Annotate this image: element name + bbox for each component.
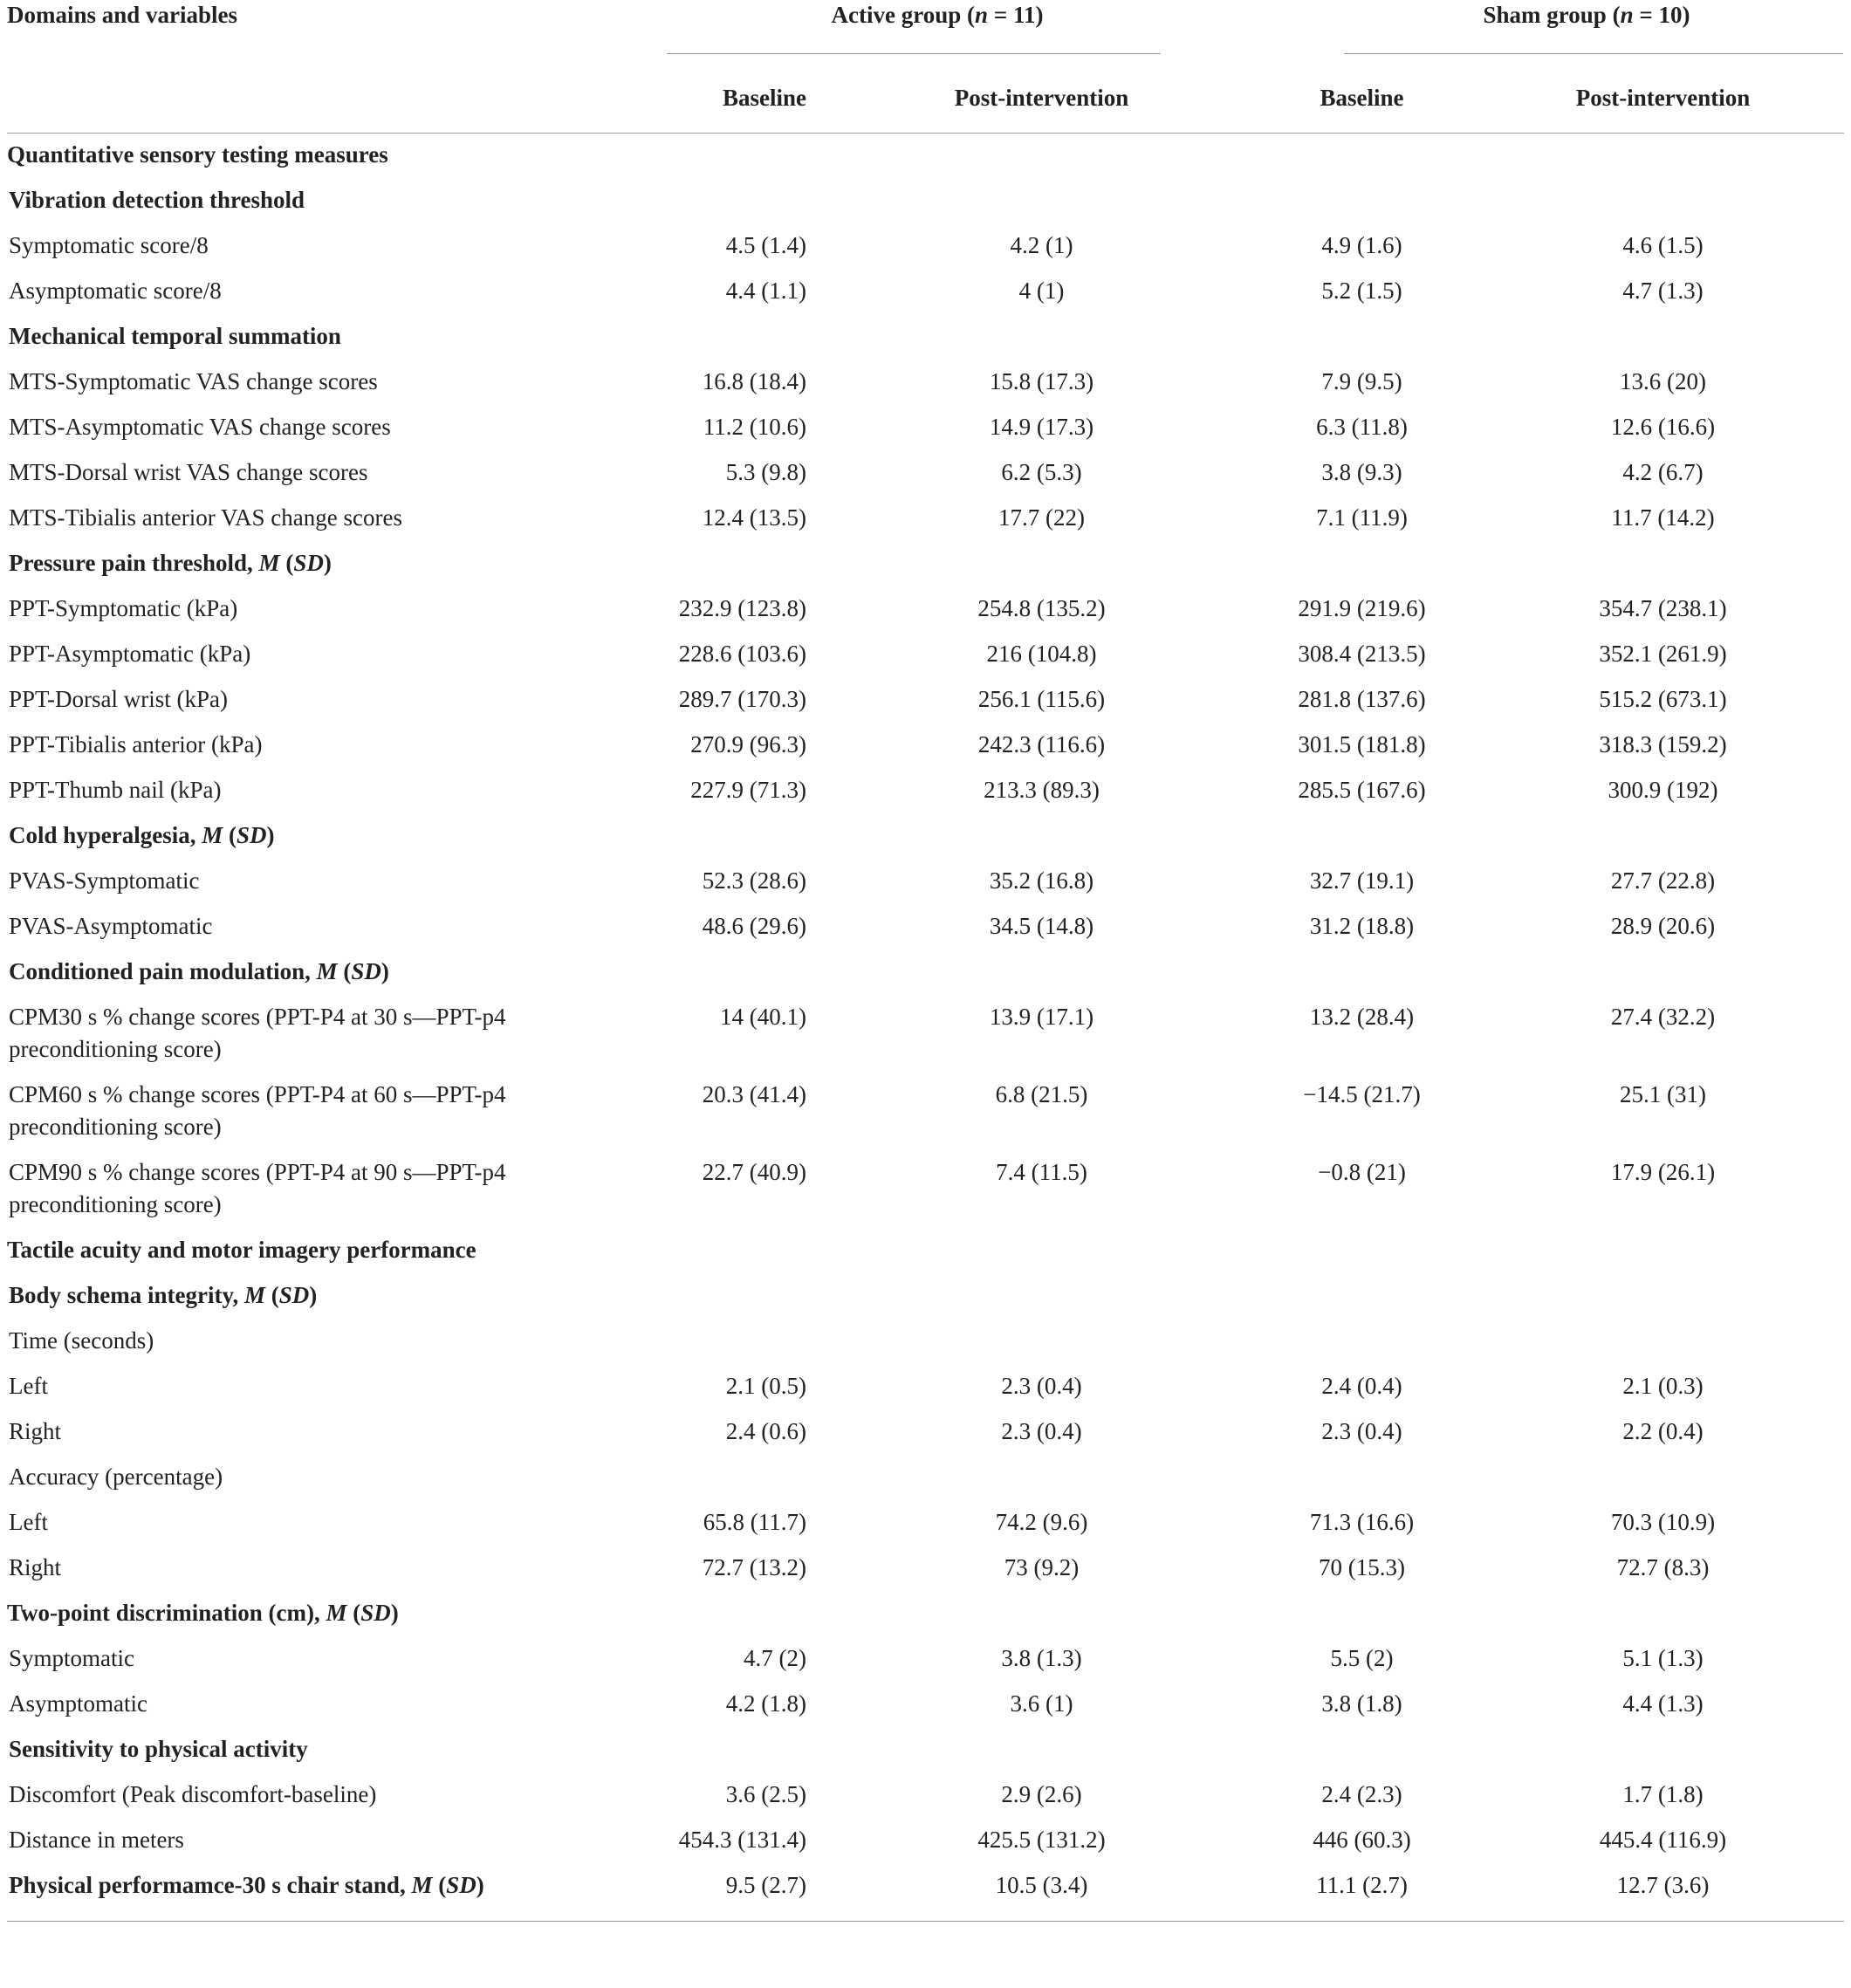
- table-cell: 2.2 (0.4): [1622, 1418, 1704, 1444]
- table-row: [7, 1636, 1844, 1682]
- subsection-header-row: [7, 813, 1844, 859]
- table-cell: 213.3 (89.3): [984, 777, 1100, 803]
- table-cell: 352.1 (261.9): [1599, 641, 1727, 667]
- subsection-header-row: [7, 1863, 1844, 1909]
- table-row: [7, 768, 1844, 813]
- table-cell: 25.1 (31): [1620, 1081, 1706, 1107]
- table-cell: [1224, 1455, 1508, 1500]
- table-cell: [1508, 133, 1844, 178]
- table-cell: 5.1 (1.3): [1622, 1645, 1704, 1671]
- table-cell: 3.6 (1): [1010, 1690, 1073, 1717]
- section-header-row: [7, 1228, 1844, 1273]
- table-cell: 11.2 (10.6): [703, 414, 806, 440]
- header-bottom-rule: [7, 133, 1844, 134]
- table-cell: [1224, 133, 1508, 178]
- table-cell: 4.9 (1.6): [1321, 232, 1402, 258]
- table-cell: [1508, 1273, 1844, 1319]
- table-cell: 13.2 (28.4): [1309, 1004, 1415, 1030]
- row-label: PPT-Tibialis anterior (kPa): [9, 731, 263, 757]
- row-label: Vibration detection threshold: [9, 187, 305, 213]
- table-cell: [641, 1591, 833, 1636]
- table-cell: 11.1 (2.7): [1316, 1872, 1408, 1898]
- table-cell: 7.4 (11.5): [996, 1159, 1087, 1185]
- table-cell: 228.6 (103.6): [678, 641, 806, 667]
- table-cell: [641, 314, 833, 360]
- table-cell: 4.4 (1.1): [725, 278, 806, 304]
- table-cell: [833, 178, 1224, 223]
- active-baseline-header: Baseline: [722, 85, 806, 111]
- table-cell: [1508, 1591, 1844, 1636]
- table-cell: 31.2 (18.8): [1309, 913, 1415, 939]
- table-row: [7, 1409, 1844, 1455]
- table-cell: 27.7 (22.8): [1610, 867, 1716, 894]
- table-cell: [641, 1273, 833, 1319]
- table-cell: 16.8 (18.4): [702, 368, 806, 394]
- table-row: [7, 405, 1844, 450]
- table-cell: 32.7 (19.1): [1309, 867, 1415, 894]
- row-label: Asymptomatic: [9, 1690, 147, 1717]
- row-label: Sensitivity to physical activity: [9, 1736, 308, 1762]
- table-cell: [1224, 1727, 1508, 1772]
- table-row: [7, 1319, 1844, 1364]
- table-cell: 12.6 (16.6): [1610, 414, 1716, 440]
- table-cell: 73 (9.2): [1004, 1554, 1080, 1580]
- table-cell: 4.5 (1.4): [725, 232, 806, 258]
- sham-group-rule: [1344, 53, 1843, 54]
- table-cell: 301.5 (181.8): [1298, 731, 1426, 757]
- table-cell: 445.4 (116.9): [1599, 1827, 1727, 1853]
- table-row: [7, 632, 1844, 677]
- active-post-header: Post-intervention: [954, 85, 1129, 111]
- subsection-header-row: [7, 178, 1844, 223]
- section-header-row: [7, 1591, 1844, 1636]
- table-cell: [1508, 314, 1844, 360]
- results-table: [7, 0, 1844, 1909]
- table-cell: 72.7 (8.3): [1616, 1554, 1710, 1580]
- table-cell: 7.9 (9.5): [1321, 368, 1402, 394]
- row-label: Physical performamce-30 s chair stand, M (SD): [9, 1872, 484, 1898]
- table-cell: 3.8 (1.8): [1321, 1690, 1402, 1717]
- table-cell: [1508, 1455, 1844, 1500]
- table-cell: [833, 1273, 1224, 1319]
- table-cell: 65.8 (11.7): [703, 1509, 806, 1535]
- table-cell: [1224, 541, 1508, 586]
- table-cell: [1224, 813, 1508, 859]
- table-cell: 270.9 (96.3): [690, 731, 806, 757]
- subsection-header-row: [7, 314, 1844, 360]
- table-cell: 232.9 (123.8): [678, 595, 806, 621]
- table-cell: 3.8 (9.3): [1321, 459, 1402, 485]
- table-cell: 48.6 (29.6): [702, 913, 806, 939]
- row-label: Asymptomatic score/8: [9, 278, 222, 304]
- table-row: [7, 1818, 1844, 1863]
- row-label: Cold hyperalgesia, M (SD): [9, 822, 275, 848]
- subsection-header-row: [7, 541, 1844, 586]
- table-row: [7, 1546, 1844, 1591]
- table-cell: 354.7 (238.1): [1599, 595, 1727, 621]
- subsection-header-row: [7, 949, 1844, 995]
- table-cell: 6.2 (5.3): [1001, 459, 1082, 485]
- row-label: Tactile acuity and motor imagery performance: [7, 1237, 476, 1263]
- table-cell: [833, 1319, 1224, 1364]
- table-cell: [833, 1455, 1224, 1500]
- table-cell: 300.9 (192): [1608, 777, 1718, 803]
- table-row: [7, 450, 1844, 496]
- table-cell: 6.3 (11.8): [1316, 414, 1408, 440]
- label-column-header: Domains and variables: [7, 2, 238, 28]
- table-cell: [1224, 1228, 1508, 1273]
- table-cell: 4.7 (1.3): [1622, 278, 1704, 304]
- table-cell: [641, 178, 833, 223]
- table-cell: 71.3 (16.6): [1309, 1509, 1415, 1535]
- row-label: PVAS-Asymptomatic: [9, 913, 213, 939]
- table-cell: 5.3 (9.8): [725, 459, 806, 485]
- active-group-header: Active group (n = 11): [831, 2, 1044, 28]
- table-cell: [641, 1455, 833, 1500]
- table-cell: 454.3 (131.4): [678, 1827, 806, 1853]
- table-cell: 11.7 (14.2): [1611, 504, 1715, 531]
- row-label: PPT-Symptomatic (kPa): [9, 595, 238, 621]
- table-cell: 12.7 (3.6): [1616, 1872, 1710, 1898]
- row-label: Conditioned pain modulation, M (SD): [9, 958, 389, 984]
- row-label: Symptomatic: [9, 1645, 134, 1671]
- table-cell: 52.3 (28.6): [702, 867, 806, 894]
- table-cell: 13.6 (20): [1620, 368, 1706, 394]
- table-cell: 34.5 (14.8): [989, 913, 1094, 939]
- table-cell: 20.3 (41.4): [702, 1081, 806, 1107]
- table-cell: [641, 541, 833, 586]
- table-cell: [1224, 1319, 1508, 1364]
- table-cell: 17.7 (22): [998, 504, 1085, 531]
- table-cell: 227.9 (71.3): [690, 777, 806, 803]
- table-cell: [833, 1591, 1224, 1636]
- row-label: Mechanical temporal summation: [9, 323, 341, 349]
- row-label: PPT-Thumb nail (kPa): [9, 777, 222, 803]
- row-label: MTS-Asymptomatic VAS change scores: [9, 414, 391, 440]
- table-cell: [1508, 949, 1844, 995]
- table-cell: [641, 813, 833, 859]
- table-cell: 2.4 (0.4): [1321, 1373, 1402, 1399]
- row-label: Body schema integrity, M (SD): [9, 1282, 318, 1308]
- table-cell: 2.4 (0.6): [725, 1418, 806, 1444]
- table-cell: [1508, 1319, 1844, 1364]
- table-cell: [1508, 1727, 1844, 1772]
- table-cell: 2.3 (0.4): [1001, 1373, 1082, 1399]
- table-row: [7, 904, 1844, 949]
- table-cell: 5.2 (1.5): [1321, 278, 1402, 304]
- table-row: [7, 995, 1844, 1073]
- table-cell: 4.2 (1.8): [725, 1690, 806, 1717]
- table-cell: [833, 1727, 1224, 1772]
- table-cell: 6.8 (21.5): [995, 1081, 1088, 1107]
- table-cell: [1508, 178, 1844, 223]
- table-cell: 74.2 (9.6): [995, 1509, 1088, 1535]
- table-cell: 3.8 (1.3): [1001, 1645, 1082, 1671]
- table-row: [7, 360, 1844, 405]
- table-cell: [833, 1228, 1224, 1273]
- table-row: [7, 1150, 1844, 1228]
- table-cell: 14.9 (17.3): [989, 414, 1094, 440]
- table-cell: 28.9 (20.6): [1610, 913, 1716, 939]
- table-cell: [1508, 813, 1844, 859]
- table-cell: 13.9 (17.1): [989, 1004, 1094, 1030]
- row-label: Right: [9, 1554, 62, 1580]
- table-cell: [833, 813, 1224, 859]
- table-row: [7, 1682, 1844, 1727]
- table-cell: 515.2 (673.1): [1599, 686, 1727, 712]
- table-cell: 4.2 (1): [1010, 232, 1073, 258]
- table-cell: 72.7 (13.2): [702, 1554, 806, 1580]
- row-label: Accuracy (percentage): [9, 1464, 223, 1490]
- table-row: [7, 223, 1844, 269]
- row-label: CPM60 s % change scores (PPT-P4 at 60 s—PPT-p4 preconditioning score): [9, 1081, 506, 1140]
- table-cell: [641, 133, 833, 178]
- table-row: [7, 723, 1844, 768]
- table-cell: 14 (40.1): [720, 1004, 806, 1030]
- table-cell: [833, 314, 1224, 360]
- row-label: MTS-Tibialis anterior VAS change scores: [9, 504, 402, 531]
- table-cell: 17.9 (26.1): [1610, 1159, 1716, 1185]
- table-row: [7, 1455, 1844, 1500]
- table-cell: [641, 1228, 833, 1273]
- row-label: CPM90 s % change scores (PPT-P4 at 90 s—PPT-p4 preconditioning score): [9, 1159, 506, 1217]
- row-label: Left: [9, 1373, 48, 1399]
- sham-group-header: Sham group (n = 10): [1483, 2, 1690, 28]
- table-cell: [641, 949, 833, 995]
- table-cell: [833, 541, 1224, 586]
- table-cell: [1224, 1273, 1508, 1319]
- table-cell: 2.1 (0.3): [1622, 1373, 1704, 1399]
- row-label: MTS-Symptomatic VAS change scores: [9, 368, 378, 394]
- table-cell: 10.5 (3.4): [995, 1872, 1088, 1898]
- table-cell: 70 (15.3): [1319, 1554, 1405, 1580]
- table-cell: 254.8 (135.2): [977, 595, 1106, 621]
- table-cell: 291.9 (219.6): [1298, 595, 1426, 621]
- table-cell: 2.9 (2.6): [1001, 1781, 1082, 1807]
- table-cell: [1224, 314, 1508, 360]
- table-cell: 289.7 (170.3): [678, 686, 806, 712]
- row-label: Pressure pain threshold, M (SD): [9, 550, 332, 576]
- table-row: [7, 1500, 1844, 1546]
- row-label: Right: [9, 1418, 62, 1444]
- row-label: CPM30 s % change scores (PPT-P4 at 30 s—PPT-p4 preconditioning score): [9, 1004, 506, 1062]
- table-cell: 318.3 (159.2): [1599, 731, 1727, 757]
- table-cell: 2.3 (0.4): [1001, 1418, 1082, 1444]
- table-cell: 12.4 (13.5): [702, 504, 806, 531]
- table-cell: [833, 133, 1224, 178]
- table-row: [7, 1364, 1844, 1409]
- row-label: PVAS-Symptomatic: [9, 867, 200, 894]
- row-label: MTS-Dorsal wrist VAS change scores: [9, 459, 368, 485]
- row-label: Distance in meters: [9, 1827, 184, 1853]
- row-label: PPT-Asymptomatic (kPa): [9, 641, 251, 667]
- subsection-header-row: [7, 1727, 1844, 1772]
- table-cell: 7.1 (11.9): [1316, 504, 1408, 531]
- table-row: [7, 859, 1844, 904]
- table-cell: [1224, 949, 1508, 995]
- table-cell: 27.4 (32.2): [1610, 1004, 1716, 1030]
- table-row: [7, 586, 1844, 632]
- table-cell: 5.5 (2): [1330, 1645, 1394, 1671]
- table-row: [7, 1772, 1844, 1818]
- table-cell: 35.2 (16.8): [989, 867, 1094, 894]
- table-cell: 4.4 (1.3): [1622, 1690, 1704, 1717]
- table-cell: −14.5 (21.7): [1303, 1081, 1421, 1107]
- table-row: [7, 269, 1844, 314]
- table-cell: 4.6 (1.5): [1622, 232, 1704, 258]
- table-cell: 4 (1): [1018, 278, 1065, 304]
- table-cell: −0.8 (21): [1318, 1159, 1406, 1185]
- table-cell: 308.4 (213.5): [1298, 641, 1426, 667]
- table-cell: 2.3 (0.4): [1321, 1418, 1402, 1444]
- table-cell: 2.4 (2.3): [1321, 1781, 1402, 1807]
- row-label: Time (seconds): [9, 1327, 154, 1354]
- row-label: Discomfort (Peak discomfort-baseline): [9, 1781, 377, 1807]
- table-row: [7, 496, 1844, 541]
- table-cell: 1.7 (1.8): [1622, 1781, 1704, 1807]
- sham-baseline-header: Baseline: [1320, 85, 1404, 111]
- row-label: Two-point discrimination (cm), M (SD): [7, 1600, 399, 1626]
- table-cell: 281.8 (137.6): [1298, 686, 1426, 712]
- table-body: [7, 133, 1844, 1909]
- table-cell: 242.3 (116.6): [977, 731, 1106, 757]
- table-cell: 446 (60.3): [1313, 1827, 1411, 1853]
- table-cell: 216 (104.8): [986, 641, 1097, 667]
- table-cell: [641, 1319, 833, 1364]
- sham-post-header: Post-intervention: [1575, 85, 1751, 111]
- table-cell: 2.1 (0.5): [725, 1373, 806, 1399]
- table-cell: [1224, 1591, 1508, 1636]
- table-cell: 4.7 (2): [744, 1645, 806, 1671]
- table-row: [7, 1073, 1844, 1150]
- table-cell: [641, 1727, 833, 1772]
- row-label: Left: [9, 1509, 48, 1535]
- table-cell: [1508, 1228, 1844, 1273]
- active-group-rule: [667, 53, 1161, 54]
- table-cell: 70.3 (10.9): [1610, 1509, 1716, 1535]
- table-cell: [833, 949, 1224, 995]
- table-cell: 9.5 (2.7): [725, 1872, 806, 1898]
- table-bottom-rule: [7, 1921, 1844, 1922]
- table-cell: 256.1 (115.6): [977, 686, 1106, 712]
- row-label: Symptomatic score/8: [9, 232, 209, 258]
- table-cell: [1508, 541, 1844, 586]
- table-cell: [1224, 178, 1508, 223]
- section-header-row: [7, 133, 1844, 178]
- row-label: Quantitative sensory testing measures: [7, 141, 388, 168]
- table-cell: 425.5 (131.2): [977, 1827, 1106, 1853]
- table-cell: 3.6 (2.5): [725, 1781, 806, 1807]
- table-cell: 15.8 (17.3): [989, 368, 1094, 394]
- row-label: PPT-Dorsal wrist (kPa): [9, 686, 229, 712]
- table-cell: 22.7 (40.9): [702, 1159, 806, 1185]
- table-cell: 4.2 (6.7): [1622, 459, 1704, 485]
- subsection-header-row: [7, 1273, 1844, 1319]
- table-cell: 285.5 (167.6): [1298, 777, 1426, 803]
- table-row: [7, 677, 1844, 723]
